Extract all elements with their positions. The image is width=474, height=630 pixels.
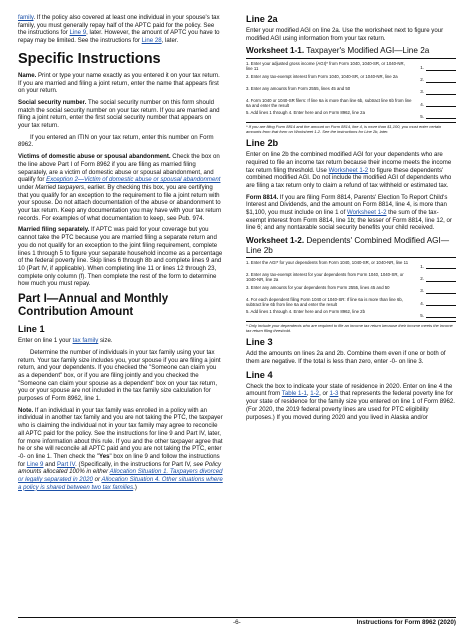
worksheet-1-1-name: Taxpayer's Modified AGI—Line 2a [304, 46, 430, 56]
worksheet-1-2-name: Dependents' Combined Modified AGI—Line 2b [246, 236, 450, 255]
worksheet-row-text: 4. For each dependent filing Form 1040 or 1040-SR: If line 6a is more than line 6b, subtract line 6b from line 6a and enter the result [246, 296, 403, 308]
victims-paragraph [18, 153, 223, 222]
page-footer [18, 617, 456, 626]
ssn-label: Social security number. [18, 98, 87, 106]
line3-heading: Line 3 [246, 337, 273, 348]
worksheet-entry-line[interactable] [426, 82, 456, 83]
text-run: size. [98, 337, 113, 345]
page-number: -6- [233, 619, 241, 626]
worksheet-1-1 [246, 46, 456, 134]
worksheet-row [246, 98, 456, 109]
worksheet-row [246, 86, 456, 96]
mfs-paragraph [18, 226, 223, 288]
text-run: , [306, 390, 311, 398]
worksheet-1-2-rows [246, 260, 456, 319]
line4-paragraph [246, 383, 456, 422]
worksheet-row-number: 4. [420, 101, 424, 107]
text-run: Enter on line 1 your [18, 337, 73, 345]
worksheet-row [246, 74, 456, 84]
worksheet-1-2-footnote: * Only include your dependents who are required to file an income tax return because their income meets the income tax return filing threshold. [246, 321, 456, 333]
worksheet-1-1-title [246, 46, 456, 59]
worksheet-entry-line[interactable] [426, 70, 456, 71]
worksheet-entry-line[interactable] [426, 118, 456, 119]
worksheet-row [246, 61, 456, 72]
worksheet-1-1-footnote: * If you are filing Form 8814 and the amount on Form 8814, line 4, is more than $1,100, you must enter certain amounts from that form on Worksheet 1-2. See the instructions for Line 2b, later. [246, 122, 456, 134]
line3-paragraph: Add the amounts on lines 2a and 2b. Combine them even if one or both of them are negative. If the total is less than zero, enter -0- on line 3. [246, 350, 446, 366]
cross-reference-link[interactable]: 1-3 [329, 390, 339, 398]
worksheet-entry-line[interactable] [426, 293, 456, 294]
text-run: Check the box to indicate your state of residence in 2020. Enter on line 4 the amount from [246, 382, 453, 398]
worksheet-row-text: 1. Enter your adjusted gross income (AGI)* from Form 1040, 1040-SR, or 1040-NR, line 11 [246, 60, 405, 72]
name-label: Name. [18, 71, 37, 79]
worksheet-row [246, 110, 456, 120]
text-run: . If the policy also covered at least one individual in your spouse's tax family, you must generally repay half of the APTC paid for the policy. See the instructions for [18, 14, 220, 37]
worksheet-1-2 [246, 236, 456, 333]
worksheet-row-text: 5. Add lines 1 through 4. Enter here and on Form 8962, line 2a [246, 110, 365, 116]
text-run: see Policy amounts allocated 100% in either [18, 460, 222, 476]
worksheet-row-text: 2. Enter any tax-exempt interest from Form 1040, 1040-SR, or 1040-NR, line 2a [246, 73, 398, 79]
line1-paragraph-2: Determine the number of individuals in your tax family using your tax return. Your tax family size includes you, your spouse if you are filing a joint return, and your dependents. If you checked the "Someone can claim you as a dependent" box, or if you are filing jointly and you checked the "Someone can claim your spouse as a dependent" box on your tax return, you or your spouse are not included in the tax family size calculation for purposes of Form 8962, line 1. [18, 348, 221, 403]
line2b-paragraph-1 [246, 151, 456, 190]
worksheet-row-text: 2. Enter any tax-exempt interest for your dependents from Form 1040, 1040-SR, or 1040-NR, line 2a [246, 272, 404, 283]
specific-instructions-heading: Specific Instructions [18, 50, 161, 67]
text-run: , later. [161, 37, 179, 45]
ssn-paragraph [18, 99, 223, 130]
cross-reference-link[interactable]: Part IV [56, 460, 76, 468]
text-run: If you are filing Form 8814, Parents' Election To Report Child's Interest and Dividends, and the amount on Form 8814, line 4, is more than $1,100, you must include on line 1 of [246, 193, 448, 217]
worksheet-row-text: 1. Enter the AGI* for your dependents from Form 1040, 1040-SR, or 1040-NR, line 11 [246, 260, 409, 266]
worksheet-row [246, 309, 456, 319]
itin-paragraph: If you entered an ITIN on your tax return, enter this number on Form 8962. [18, 133, 214, 149]
cross-reference-link[interactable]: Exception 2—Victim of domestic abuse or spousal abandonment [46, 176, 221, 184]
worksheet-row-number: 3. [420, 89, 424, 95]
text-run: Enter on line 2b the combined modified AGI for your dependents who are required to file an income tax return because their income meets the income tax return filing threshold. Use [246, 151, 452, 174]
worksheet-entry-line[interactable] [426, 106, 456, 107]
cross-reference-link[interactable]: Line 9 [26, 460, 44, 468]
text-run: that represents the federal poverty line for your state of residence for the family size you entered on line 1 of Form 8962. (For 2020, the 2019 federal poverty lines are used for PTC eligibility purposes.) If you moved during 2020 and you lived in Alaska and/or [246, 390, 455, 421]
text-run: and [43, 460, 57, 468]
text-run: or [92, 476, 102, 484]
text-run: , or [319, 390, 330, 398]
worksheet-entry-line[interactable] [426, 281, 456, 282]
worksheet-row-number: 2. [420, 77, 424, 83]
mfs-text: If APTC was paid for your coverage but you cannot take the PTC because you are married filing a separate return and you do not qualify for an exception to the joint filing requirement, complete lines 1 through 5 to figure your separate household income as a percentage of the federal poverty line. Skip lines 6 through 8b and complete lines 9 and 10 (Part IV, if applicable). When completing line 11 or lines 12 through 23, complete only column (f). Then complete the rest of the form to determine how much you must repay. [18, 226, 223, 288]
text-run: Check the box on the line above Part I of Form 8962 if you are filing as married filing separately, are a victim of domestic abuse or spousal abandonment, and qualify for [18, 153, 220, 184]
text-run: Victims of domestic abuse or spousal abandonment. [18, 153, 171, 161]
worksheet-row-number: 2. [420, 276, 424, 282]
text-run: Yes [98, 452, 110, 460]
ssn-text: The social security number on this form should match the social security number on your tax return. If you are married and filing a joint return, enter the first social security number that appears on your tax return. [18, 98, 220, 130]
intro-paragraph [18, 14, 223, 45]
worksheet-entry-line[interactable] [426, 305, 456, 306]
worksheet-1-1-rows [246, 61, 456, 120]
note-paragraph [18, 407, 223, 492]
text-run: the sum of the tax-exempt interest from Form 8814, line 1b; the lesser of Form 8814, line 12, or line 6; and any nontaxable social security benefits your child received. [246, 209, 452, 232]
cross-reference-link[interactable]: Line 28 [141, 37, 162, 45]
worksheet-row [246, 285, 456, 295]
text-run: to figure these dependents' combined modified AGI. Do not include the modified AGI of dependents who are filing a tax return only to claim a refund of tax withheld or estimated tax. [246, 166, 452, 189]
line4-heading: Line 4 [246, 369, 273, 380]
worksheet-1-2-title [246, 236, 456, 258]
worksheet-row [246, 297, 456, 308]
text-run: , later. However, the amount of APTC you have to repay may be limited. See the instructions for [18, 29, 220, 45]
worksheet-entry-line[interactable] [426, 268, 456, 269]
worksheet-entry-line[interactable] [426, 94, 456, 95]
text-run: Form 8814. [246, 193, 279, 201]
cross-reference-link[interactable]: 1-2 [310, 390, 320, 398]
text-run: Note. [18, 406, 34, 414]
cross-reference-link[interactable]: Table 1-1 [281, 390, 307, 398]
worksheet-row-number: 3. [420, 288, 424, 294]
worksheet-row-number: 1. [420, 263, 424, 269]
worksheet-row-text: 3. Enter any amounts from Form 2555, lines 45 and 50 [246, 85, 351, 91]
worksheet-row-text: 4. Form 1040 or 1040-SR filers: If line 6a is more than line 6b, subtract line 6b from line 6a and enter the result [246, 97, 412, 108]
worksheet-row-number: 5. [420, 313, 424, 319]
text-run: If an individual in your tax family was enrolled in a policy with an individual in another tax family and you are not taking the PTC, the taxpayer who is claiming the individual not in your tax family may agree to reconcile all APTC paid for the policy. See the instructions for line 9 and Part IV, later, for more information about this rule. If you and the other taxpayer agree that he or she will reconcile all APTC paid and you are not taking the PTC, enter -0- on line 1. Then check the " [18, 406, 223, 460]
line1-heading: Line 1 [18, 324, 45, 335]
line2a-heading: Line 2a [246, 14, 278, 24]
text-run: . (Specifically, in the instructions for Part IV, [75, 460, 194, 468]
worksheet-row-number: 4. [420, 301, 424, 307]
line2a-paragraph: Enter your modified AGI on line 2a. Use the worksheet next to figure your modified AGI using information from your tax return. [246, 27, 444, 42]
name-paragraph [18, 72, 223, 95]
part1-heading: Part I—Annual and Monthly Contribution Amount [18, 293, 169, 319]
mfs-label: Married filing separately. [18, 226, 90, 234]
cross-reference-link[interactable]: Allocation Situation 1. Taxpayers divorced or legally separated in 2020 [18, 468, 223, 484]
cross-reference-link[interactable]: Line 9 [69, 29, 87, 37]
right-column [246, 14, 456, 425]
worksheet-1-1-number: Worksheet 1-1. [246, 46, 305, 56]
name-text: Print or type your name exactly as you entered it on your tax return. If you are married and filing a joint return, enter the name that appears first on your return. [18, 71, 220, 95]
text-run: Married taxpayers [35, 183, 85, 191]
worksheet-row-number: 1. [420, 65, 424, 71]
line1-paragraph-1 [18, 337, 223, 345]
worksheet-row-text: 5. Add lines 1 through 4. Enter here and on Form 8962, line 2b [246, 309, 365, 315]
text-run: under [18, 183, 36, 191]
cross-reference-link[interactable]: tax family [72, 337, 99, 345]
cross-reference-link[interactable]: Worksheet 1-2 [346, 209, 387, 217]
worksheet-entry-line[interactable] [426, 317, 456, 318]
text-run: .) [133, 483, 137, 491]
text-run: , earlier. By checking this box, you are certifying that you qualify for an exception to the requirement to file a joint return with your spouse. Do not attach documentation of the abuse or abandonment to your tax return. Keep any documentation you may have with your tax return records. For examples of what documentation to keep, see Pub. 974. [18, 183, 222, 222]
footer-title: Instructions for Form 8962 (2020) [356, 619, 456, 626]
line2b-heading: Line 2b [246, 138, 279, 149]
worksheet-row [246, 260, 456, 270]
left-column [18, 14, 223, 495]
line2b-paragraph-2 [246, 194, 456, 233]
worksheet-row-number: 5. [420, 113, 424, 119]
cross-reference-link[interactable]: Allocation Situation 4. Other situations where a policy is shared between two tax families [18, 476, 223, 491]
text-run: " box on line 9 and follow the instructions for [18, 452, 220, 468]
worksheet-1-2-number: Worksheet 1-2. [246, 236, 305, 246]
worksheet-row [246, 272, 456, 283]
cross-reference-link[interactable]: family [18, 14, 34, 21]
cross-reference-link[interactable]: Worksheet 1-2 [328, 166, 369, 174]
worksheet-row-text: 3. Enter any amounts for your dependents from Form 2555, lines 45 and 50 [246, 284, 390, 290]
